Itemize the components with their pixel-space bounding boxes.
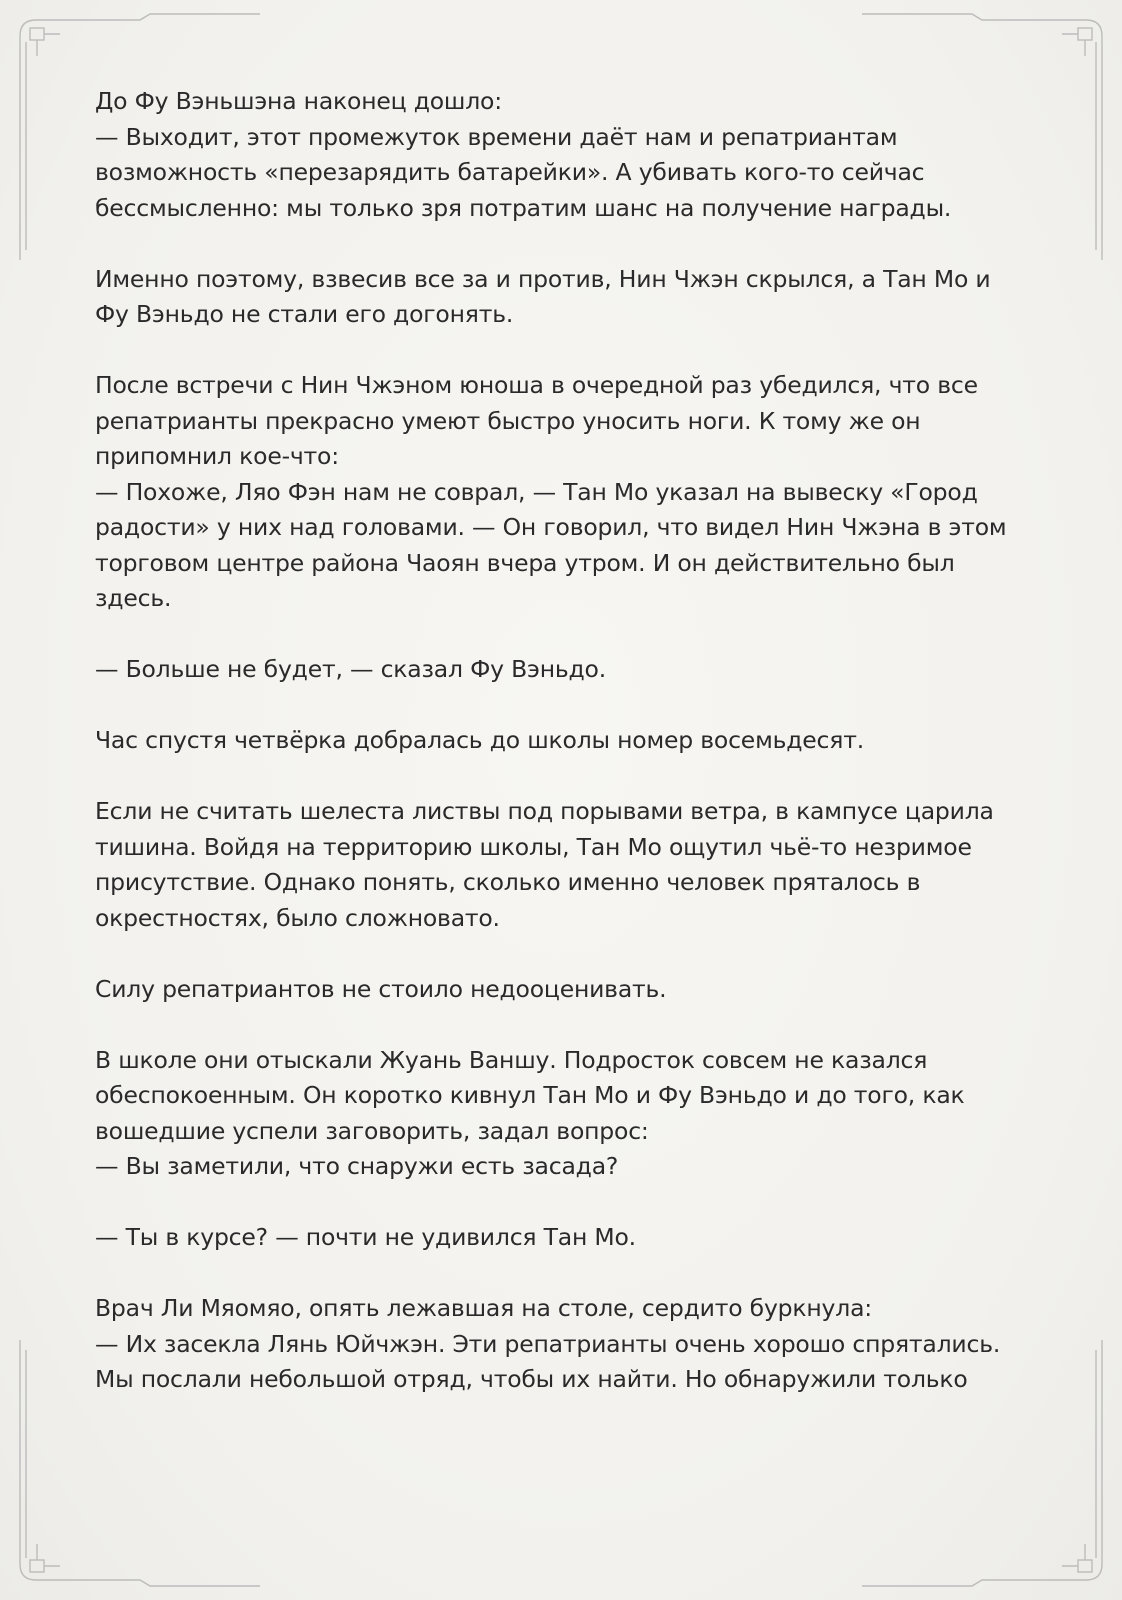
text-line: репатрианты прекрасно умеют быстро уносить ноги. К тому же он: [95, 406, 921, 435]
text-line: — Ты в курсе? — почти не удивился Тан Мо.: [95, 1223, 636, 1251]
text-line: После встречи с Нин Чжэном юноша в очередной раз убедился, что все: [95, 371, 978, 399]
text-line: — Больше не будет, — сказал Фу Вэньдо.: [95, 655, 607, 683]
text-line: присутствие. Однако понять, сколько именно человек пряталось в: [95, 868, 921, 896]
text-line: — Выходит, этот промежуток времени даёт нам и репатриантам: [95, 122, 898, 151]
text-line: До Фу Вэньшэна наконец дошло:: [95, 87, 502, 115]
corner-ornament-top-left: [20, 20, 95, 260]
text-line: Час спустя четвёрка добралась до школы номер восемьдесят.: [95, 726, 864, 754]
text-line: — Похоже, Ляо Фэн нам не соврал, — Тан Мо указал на вывеску «Город: [95, 477, 978, 506]
paragraph-3: [95, 368, 1035, 617]
corner-ornament-top-right: [1027, 20, 1102, 260]
text-line: припомнил кое-что:: [95, 442, 339, 470]
paragraph-9: [95, 1220, 1035, 1256]
text-line: вошедшие успели заговорить, задал вопрос:: [95, 1116, 649, 1145]
text-line: здесь.: [95, 584, 172, 612]
paragraph-7: [95, 972, 1035, 1008]
text-line: — Вы заметили, что снаружи есть засада?: [95, 1152, 619, 1180]
document-body: [95, 84, 1035, 1433]
text-line: обеспокоенным. Он коротко кивнул Тан Мо и Фу Вэньдо и до того, как: [95, 1081, 965, 1109]
corner-ornament-bottom-left: [20, 1340, 95, 1580]
paragraph-1: [95, 84, 1035, 226]
text-line: В школе они отыскали Жуань Ваншу. Подросток совсем не казался: [95, 1045, 928, 1074]
text-line: Фу Вэньдо не стали его догонять.: [95, 300, 514, 328]
paragraph-5: [95, 723, 1035, 759]
paragraph-10: [95, 1291, 1035, 1398]
text-line: Силу репатриантов не стоило недооценивать.: [95, 974, 667, 1003]
text-line: торговом центре района Чаоян вчера утром. И он действительно был: [95, 548, 955, 577]
text-line: окрестностях, было сложновато.: [95, 903, 500, 932]
text-line: бессмысленно: мы только зря потратим шанс на получение награды.: [95, 193, 952, 222]
text-line: возможность «перезарядить батарейки». А убивать кого-то сейчас: [95, 158, 925, 186]
text-line: радости» у них над головами. — Он говорил, что видел Нин Чжэна в этом: [95, 513, 1007, 541]
text-line: Если не считать шелеста листвы под порывами ветра, в кампусе царила: [95, 797, 994, 825]
paragraph-2: [95, 262, 1035, 333]
paragraph-8: [95, 1043, 1035, 1185]
corner-ornament-bottom-right: [1027, 1340, 1102, 1580]
text-line: Именно поэтому, взвесив все за и против, Нин Чжэн скрылся, а Тан Мо и: [95, 264, 991, 293]
paragraph-6: [95, 794, 1035, 936]
text-line: — Их засекла Лянь Юйчжэн. Эти репатрианты очень хорошо спрятались.: [95, 1329, 1001, 1358]
paragraph-4: [95, 652, 1035, 688]
text-line: Мы послали небольшой отряд, чтобы их найти. Но обнаружили только: [95, 1365, 968, 1393]
text-line: Врач Ли Мяомяо, опять лежавшая на столе, сердито буркнула:: [95, 1294, 872, 1322]
text-line: тишина. Войдя на территорию школы, Тан Мо ощутил чьё-то незримое: [95, 832, 972, 861]
